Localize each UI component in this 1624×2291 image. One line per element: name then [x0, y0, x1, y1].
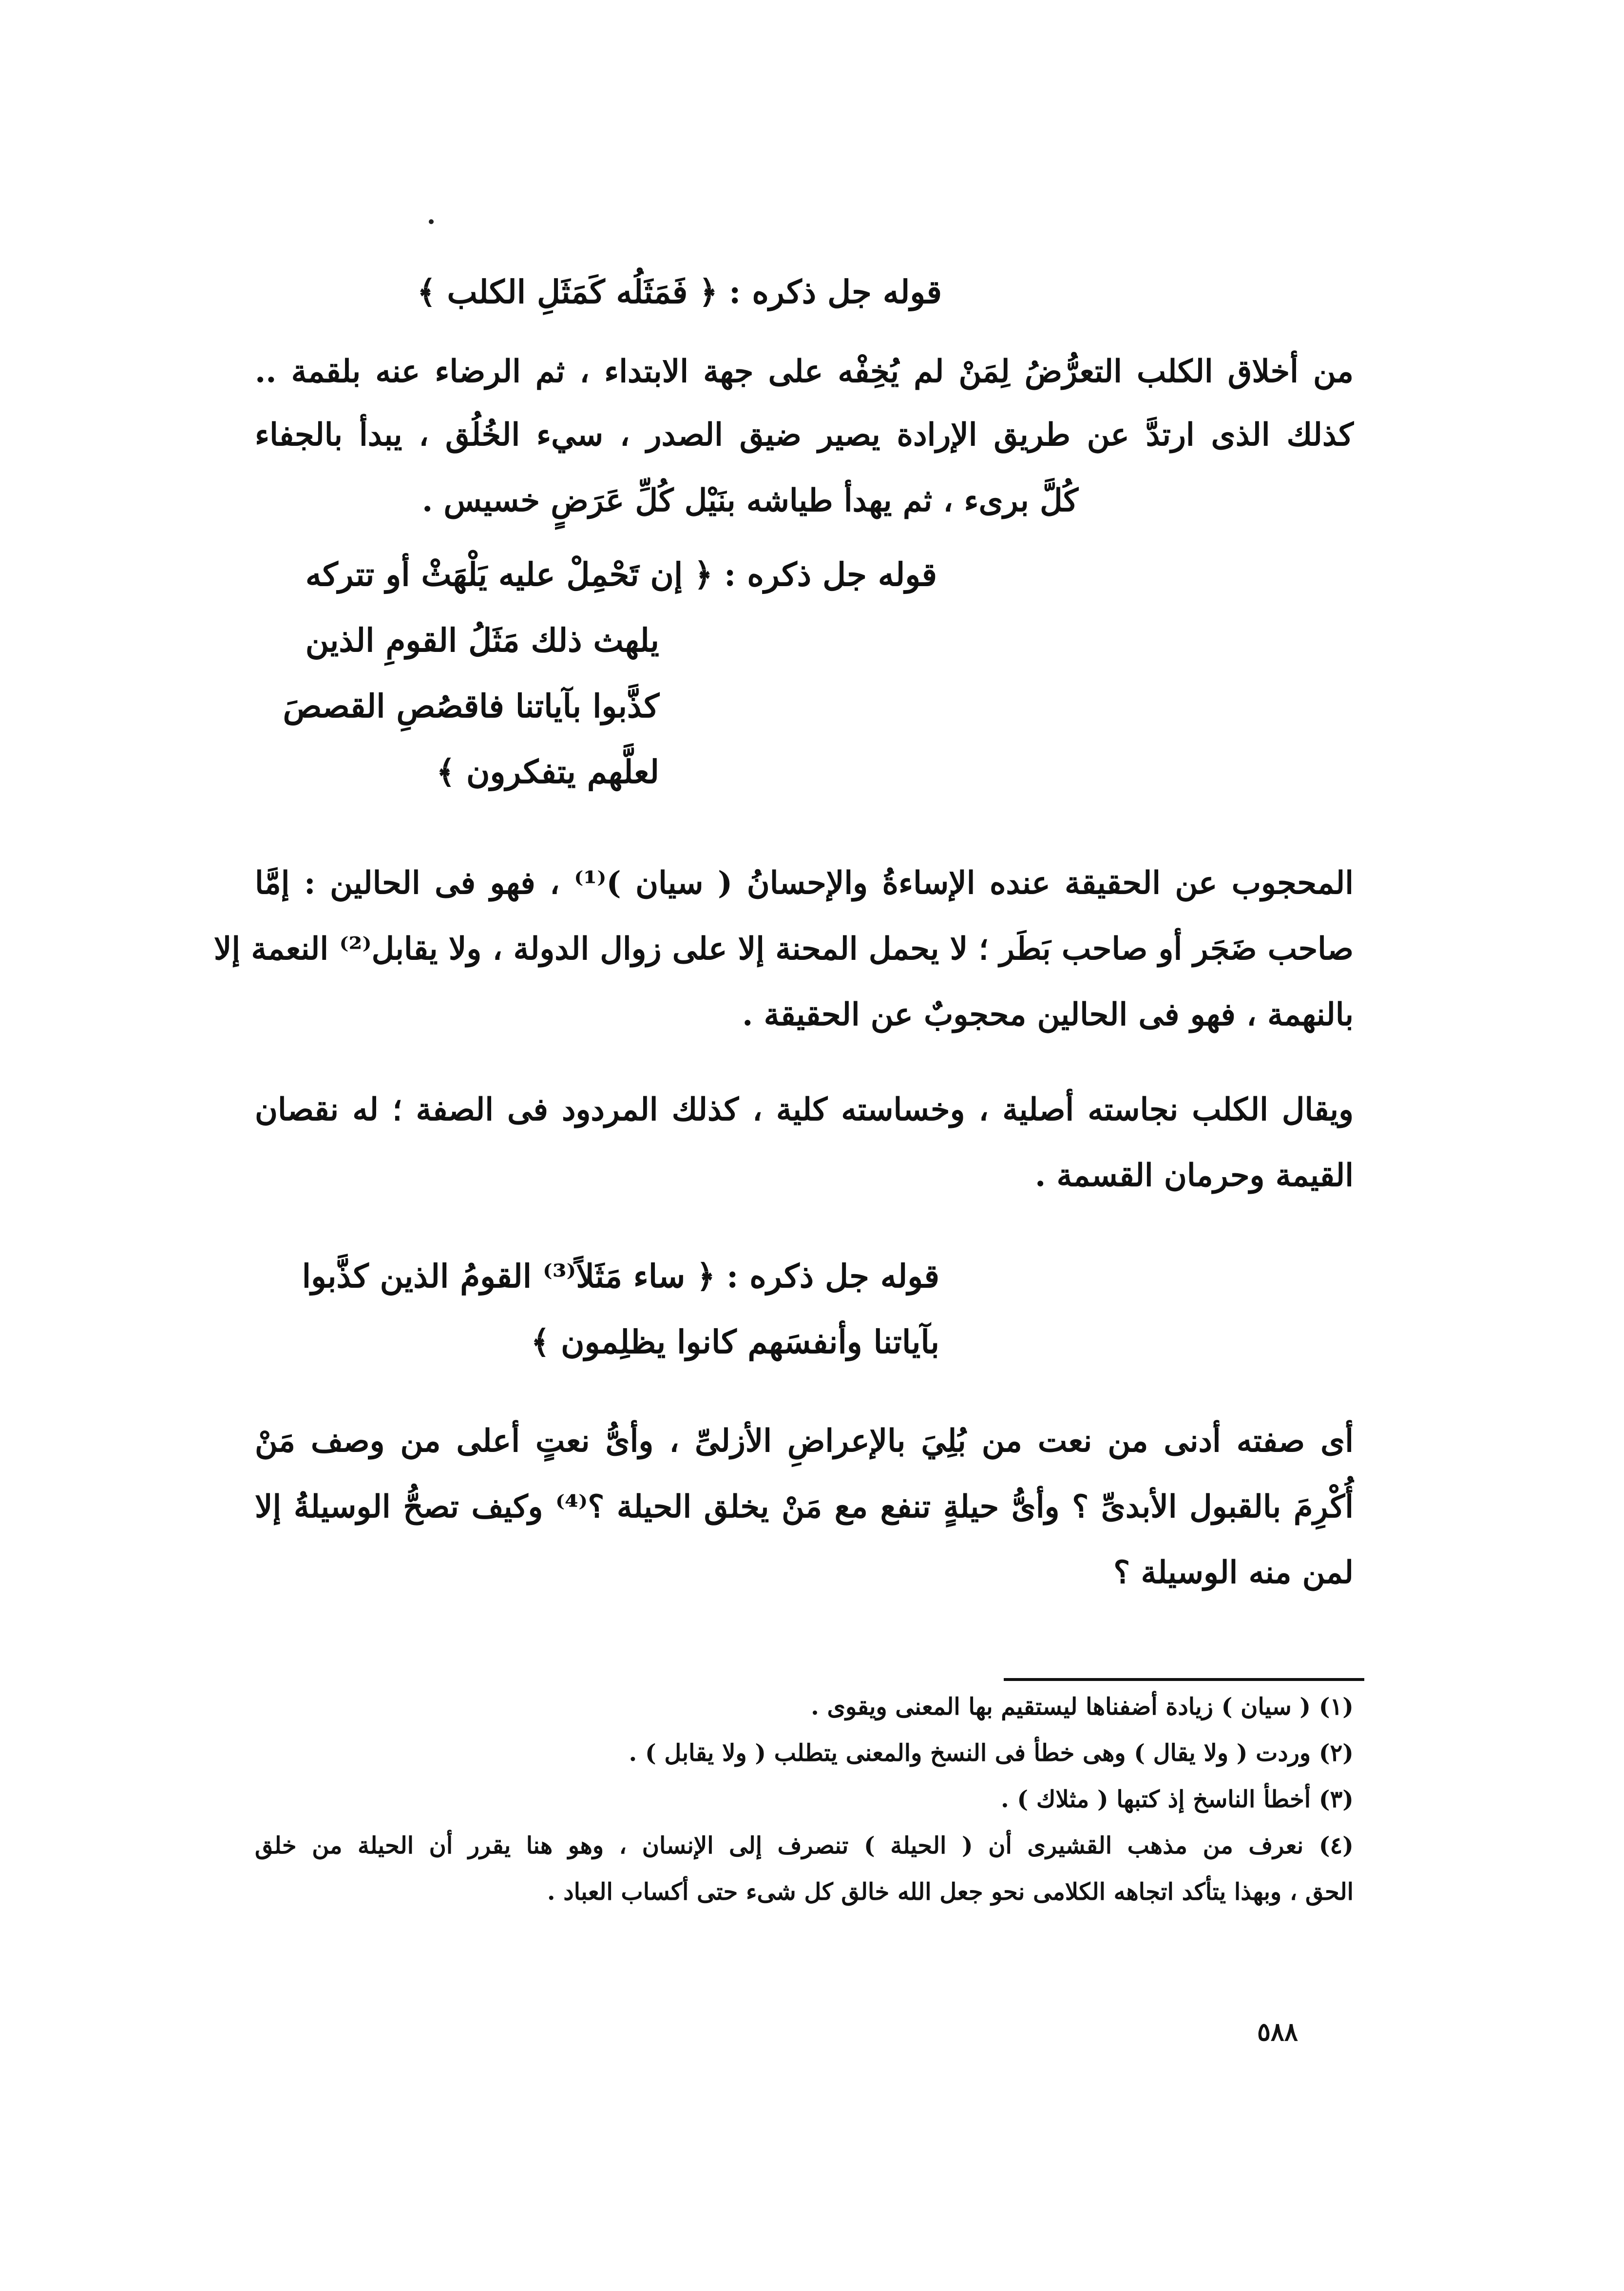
paragraph-4-line-1: أى صفته أدنى من نعت من بُلِيَ بالإعراضِ الأزلىِّ ، وأىُّ نعتٍ أعلى من وصف مَنْ — [255, 1423, 1354, 1459]
paragraph-3-line-1: ويقال الكلب نجاسته أصلية ، وخساسته كلية ، كذلك المردود فى الصفة ؛ له نقصان — [255, 1091, 1354, 1128]
verse-heading-2-line-3: كذَّبوا بآياتنا فاقصُصِ القصصَ — [283, 687, 659, 725]
paragraph-1-line-3: كُلَّ برىء ، ثم يهدأ طياشه بنَيْل كُلِّ عَرَضٍ خسيس . — [421, 482, 1078, 519]
page-number: ٥٨٨ — [1257, 2017, 1298, 2047]
verse-heading-1: قوله جل ذكره : ﴿ فَمَثَلُه كَمَثَلِ الكلب ﴾ — [417, 273, 942, 311]
paragraph-3-line-2: القيمة وحرمان القسمة . — [1034, 1157, 1354, 1194]
footnote-4-line-1: (٤) نعرف من مذهب القشيرى أن ( الحيلة ) تنصرف إلى الإنسان ، وهو هنا يقرر أن الحيلة من خلق — [255, 1832, 1354, 1859]
footnote-4-line-2: الحق ، وبهذا يتأكد اتجاهه الكلامى نحو جعل الله خالق كل شىء حتى أكساب العباد . — [547, 1878, 1354, 1906]
paragraph-4-line-3: لمن منه الوسيلة ؟ — [1113, 1554, 1354, 1591]
footnote-separator — [1004, 1678, 1364, 1681]
paragraph-2-line-1: المحجوب عن الحقيقة عنده الإساءةُ والإحسانُ ( سيان )⁽¹⁾ ، فهو فى الحالين : إمَّا — [255, 865, 1354, 901]
verse-heading-2-line-4: لعلَّهم يتفكرون ﴾ — [436, 753, 659, 791]
paragraph-1-line-1: من أخلاق الكلب التعرُّضُ لِمَنْ لم يُخِفْه على جهة الابتداء ، ثم الرضاء عنه بلقمة .. — [255, 353, 1354, 390]
paragraph-2-line-2: صاحب ضَجَر أو صاحب بَطَر ؛ لا يحمل المحنة إلا على زوال الدولة ، ولا يقابل⁽²⁾ النعمة إلا — [213, 931, 1354, 967]
verse-heading-3-line-1: قوله جل ذكره : ﴿ ساء مَثَلاً⁽³⁾ القومُ الذين كذَّبوا — [302, 1257, 939, 1295]
paragraph-1-line-2: كذلك الذى ارتدَّ عن طريق الإرادة يصير ضيق الصدر ، سيء الخُلُق ، يبدأ بالجفاء — [255, 417, 1354, 453]
paragraph-2-line-3: بالنهمة ، فهو فى الحالين محجوبٌ عن الحقيقة . — [742, 996, 1354, 1033]
footnote-2: (٢) وردت ( ولا يقال ) وهى خطأ فى النسخ والمعنى يتطلب ( ولا يقابل ) . — [629, 1739, 1354, 1767]
verse-heading-2-line-2: يلهث ذلك مَثَلُ القومِ الذين — [305, 621, 659, 659]
footnote-3: (٣) أخطأ الناسخ إذ كتبها ( مثلاك ) . — [1001, 1786, 1354, 1813]
verse-heading-3-line-2: بآياتنا وأنفسَهم كانوا يظلِمون ﴾ — [531, 1323, 939, 1361]
speck-mark — [429, 219, 434, 224]
verse-heading-2-line-1: قوله جل ذكره : ﴿ إن تَحْمِلْ عليه يَلْهَثْ أو تتركه — [305, 555, 937, 593]
paragraph-4-line-2: أُكْرِمَ بالقبول الأبدىِّ ؟ وأىُّ حيلةٍ تنفع مع مَنْ يخلق الحيلة ؟⁽⁴⁾ وكيف تصحُّ الوسيلةُ إلا — [255, 1489, 1354, 1525]
footnote-1: (١) ( سيان ) زيادة أضفناها ليستقيم بها المعنى ويقوى . — [811, 1693, 1354, 1720]
